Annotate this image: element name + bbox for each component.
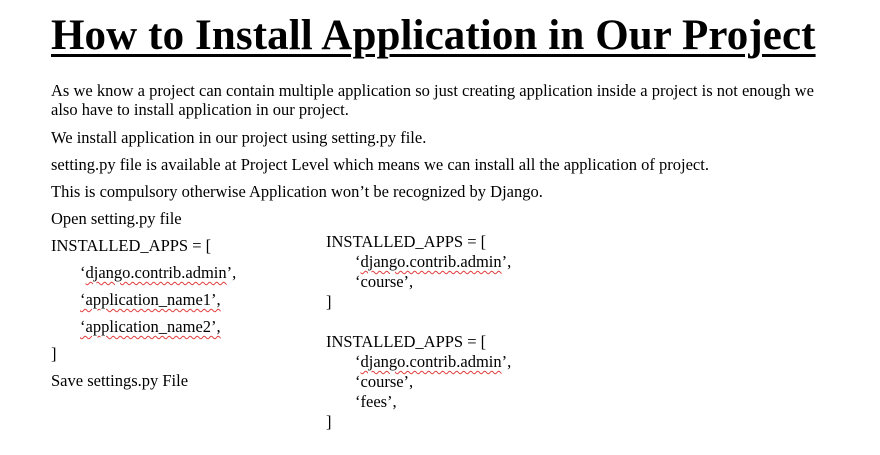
left-item-application-name1	[80, 290, 221, 310]
left-item-application-name2-text: ‘application_name2’,	[80, 317, 221, 336]
intro-paragraph: As we know a project can contain multiple application so just creating application inside a project is not enough we also have to install application in our project.	[51, 81, 814, 119]
right1-installed-apps-close: ]	[326, 292, 332, 311]
left-item-application-name1-text: ‘application_name1’,	[80, 290, 221, 309]
right2-item-django-admin	[355, 352, 511, 372]
compulsory-paragraph: This is compulsory otherwise Application won’t be recognized by Django.	[51, 182, 543, 201]
right2-installed-apps-close: ]	[326, 412, 332, 431]
left-installed-apps-open: INSTALLED_APPS = [	[51, 236, 212, 255]
left-item-quote-close: ’,	[226, 263, 237, 282]
right2-item-quote-close: ’,	[501, 352, 512, 371]
right1-item-django-admin-text: django.contrib.admin	[360, 252, 502, 271]
right2-item-fees: ‘fees’,	[355, 392, 397, 411]
open-file-paragraph: Open setting.py file	[51, 209, 182, 228]
right2-installed-apps-open: INSTALLED_APPS = [	[326, 332, 487, 351]
left-item-django-admin	[80, 263, 236, 283]
right1-item-quote-open: ‘	[355, 252, 361, 271]
right1-item-quote-close: ’,	[501, 252, 512, 271]
left-item-django-admin-text: django.contrib.admin	[85, 263, 227, 282]
settings-file-paragraph: We install application in our project using setting.py file.	[51, 128, 427, 147]
save-settings-text: Save settings.py File	[51, 371, 189, 390]
right2-item-quote-open: ‘	[355, 352, 361, 371]
right2-item-django-admin-text: django.contrib.admin	[360, 352, 502, 371]
right1-item-course: ‘course’,	[355, 272, 414, 291]
page-title: How to Install Application in Our Project	[51, 12, 816, 59]
right1-item-django-admin	[355, 252, 511, 272]
left-item-quote-open: ‘	[80, 263, 86, 282]
project-level-paragraph: setting.py file is available at Project Level which means we can install all the application of project.	[51, 155, 709, 174]
left-item-application-name2	[80, 317, 221, 337]
right1-installed-apps-open: INSTALLED_APPS = [	[326, 232, 487, 251]
left-installed-apps-close: ]	[51, 344, 57, 363]
right2-item-course: ‘course’,	[355, 372, 414, 391]
